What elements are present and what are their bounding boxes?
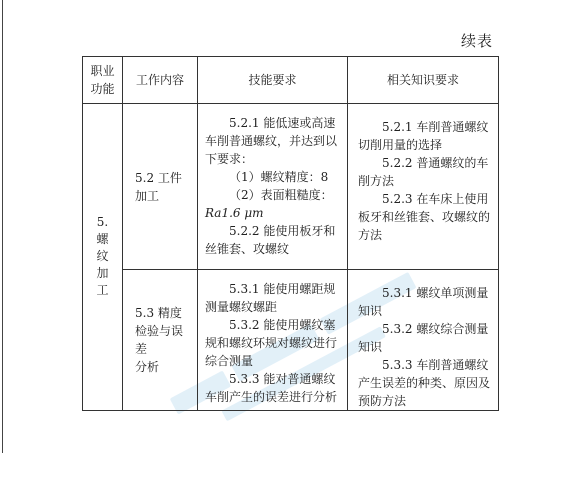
header-function: 职业功能 (83, 57, 123, 104)
skills-cell: 5.3.1 能使用螺距规测量螺纹螺距 5.3.2 能使用螺纹塞规和螺纹环规对螺纹进行综合测量 5.3.3 能对普通螺纹车削产生的误差进行分析 (198, 270, 348, 411)
work-content-cell: 5.2 工件 加工 (123, 104, 198, 270)
skills-cell: 5.2.1 能低速或高速车削普通螺纹，并达到以下要求： （1）螺纹精度：8 （2）表面粗糙度： Ra1.6 μm 5.2.2 能使用板牙和丝锥套、攻螺纹 (198, 104, 348, 270)
table-row (83, 104, 499, 270)
table-row (83, 270, 499, 411)
header-knowledge: 相关知识要求 (348, 57, 499, 104)
knowledge-cell: 5.2.1 车削普通螺纹切削用量的选择 5.2.2 普通螺纹的车削方法 5.2.3 在车床上使用板牙和丝锥套、攻螺纹的方法 (348, 104, 499, 270)
table-header-row (83, 57, 499, 104)
header-content: 工作内容 (123, 57, 198, 104)
work-content-cell: 5.3 精度 检验与误差 分析 (123, 270, 198, 411)
continued-label: 续表 (461, 32, 494, 50)
standards-table (82, 56, 499, 411)
header-skills: 技能要求 (198, 57, 348, 104)
page-edge-rule (2, 0, 3, 453)
function-cell: 5. 螺 纹 加 工 (83, 104, 123, 411)
function-number: 5. (96, 215, 109, 229)
knowledge-cell: 5.3.1 螺纹单项测量知识 5.3.2 螺纹综合测量知识 5.3.3 车削普通螺纹产生误差的种类、原因及预防方法 (348, 270, 499, 411)
